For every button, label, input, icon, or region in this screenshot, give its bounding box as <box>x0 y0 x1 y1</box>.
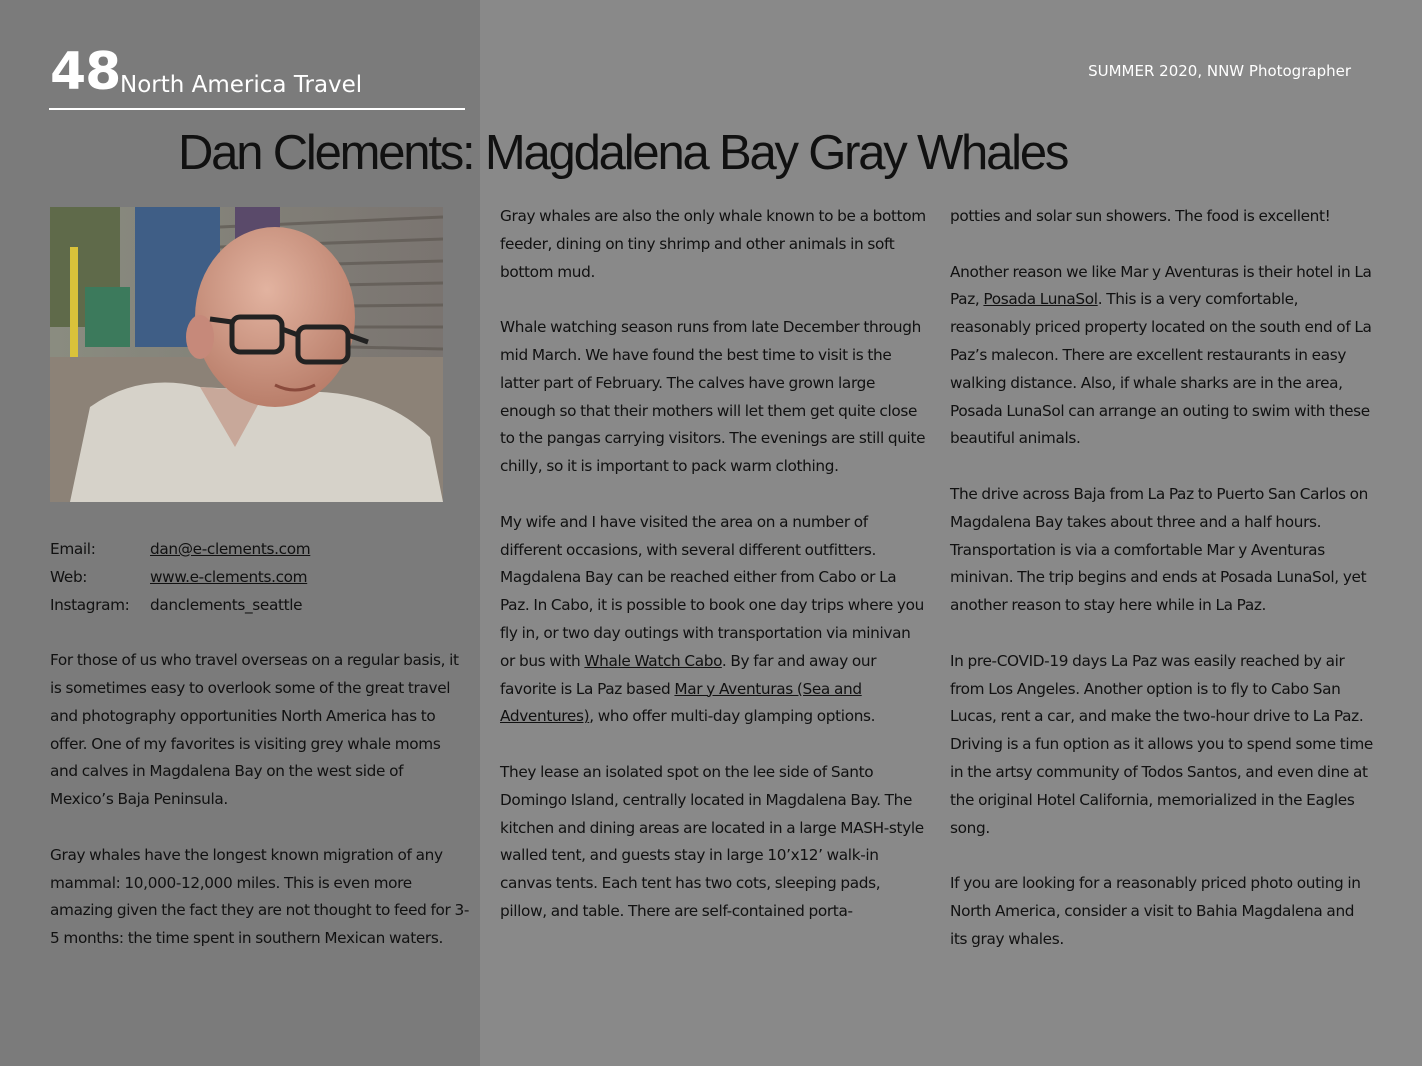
paragraph <box>950 259 1375 454</box>
header-divider <box>49 108 465 110</box>
email-label: Email: <box>50 540 96 558</box>
paragraph: Gray whales have the longest known migration of any mammal: 10,000-12,000 miles. This is even more amazing given the fact they are not thought to feed for 3-5 months: the time spent in southern Mexican waters. <box>50 845 470 948</box>
paragraph: For those of us who travel overseas on a regular basis, it is sometimes easy to overlook some of the great travel and photography opportunities North America has to offer. One of my favorites is visiting grey whale moms and calves in Magdalena Bay on the west side of Mexico’s Baja Peninsula. <box>50 651 459 809</box>
text-run: , who offer multi-day glamping options. <box>589 707 876 726</box>
paragraph: Whale watching season runs from late December through mid March. We have found the best time to visit is the latter part of February. The calves have grown large enough so that their mothers will let them get quite close to the pangas carrying visitors. The evenings are still quite chilly, so it is important to pack warm clothing. <box>500 318 926 476</box>
page-number: 48 <box>50 42 121 102</box>
posada-lunasol-link[interactable]: Posada LunaSol <box>983 290 1098 309</box>
text-run: . By far and away our favorite is La Paz based <box>500 651 877 698</box>
contact-instagram-row <box>50 592 470 620</box>
column-left <box>50 536 470 981</box>
instagram-label: Instagram: <box>50 595 130 614</box>
website-link[interactable]: www.e-clements.com <box>150 567 308 586</box>
article-title: Dan Clements: Magdalena Bay Gray Whales <box>178 126 1068 180</box>
contact-info <box>50 536 470 619</box>
paragraph: Gray whales are also the only whale known to be a bottom feeder, dining on tiny shrimp and other animals in soft bottom mud. <box>500 207 926 281</box>
paragraph: They lease an isolated spot on the lee side of Santo Domingo Island, centrally located in Magdalena Bay. The kitchen and dining areas are located in a large MASH-style walled tent, and guests stay in large 10’x12’ walk-in canvas tents. Each tent has two cots, sleeping pads, pillow, and table. There are self-contained porta- <box>500 762 924 920</box>
column-right <box>950 203 1375 981</box>
paragraph: The drive across Baja from La Paz to Puerto San Carlos on Magdalena Bay takes about three and a half hours. Transportation is via a comfortable Mar y Aventuras minivan. The trip begins and ends at Posada LunaSol, yet another reason to stay here while in La Paz. <box>950 484 1368 615</box>
author-portrait-illustration <box>50 207 443 502</box>
paragraph: potties and solar sun showers. The food is excellent! <box>950 207 1331 225</box>
instagram-handle: danclements_seattle <box>150 595 303 614</box>
column-middle <box>500 203 928 954</box>
paragraph: In pre-COVID-19 days La Paz was easily reached by air from Los Angeles. Another option is to fly to Cabo San Lucas, rent a car, and make the two-hour drive to La Paz. Driving is a fun option as it allows you to spend some time in the artsy community of Todos Santos, and even dine at the original Hotel California, memorialized in the Eagles song. <box>950 651 1373 837</box>
paragraph: If you are looking for a reasonably priced photo outing in North America, consider a visit to Bahia Magdalena and its gray whales. <box>950 874 1361 948</box>
email-link[interactable]: dan@e-clements.com <box>150 540 311 558</box>
whale-watch-cabo-link[interactable]: Whale Watch Cabo <box>584 651 722 670</box>
mar-y-aventuras-link[interactable]: Mar y Aventuras (Sea and Adventures) <box>500 679 862 726</box>
author-photo <box>50 207 443 502</box>
text-run: My wife and I have visited the area on a number of different occasions, with several different outfitters. Magdalena Bay can be reached either from Cabo or La Paz. In Cabo, it is possible to book one day trips where you fly in, or two day outings with transportation via minivan or bus with <box>500 512 924 670</box>
text-run: . This is a very comfortable, reasonably priced property located on the south end of La Paz’s malecon. There are excellent restaurants in easy walking distance. Also, if whale sharks are in the area, Posada LunaSol can arrange an outing to swim with these beautiful animals. <box>950 290 1372 448</box>
section-name: North America Travel <box>120 72 363 98</box>
contact-web-row <box>50 564 470 592</box>
contact-email-row <box>50 536 470 564</box>
web-label: Web: <box>50 567 88 586</box>
paragraph <box>500 509 928 731</box>
text-run: Another reason we like Mar y Aventuras is their hotel in La Paz, <box>950 262 1372 309</box>
issue-info: SUMMER 2020, NNW Photographer <box>1088 62 1351 80</box>
